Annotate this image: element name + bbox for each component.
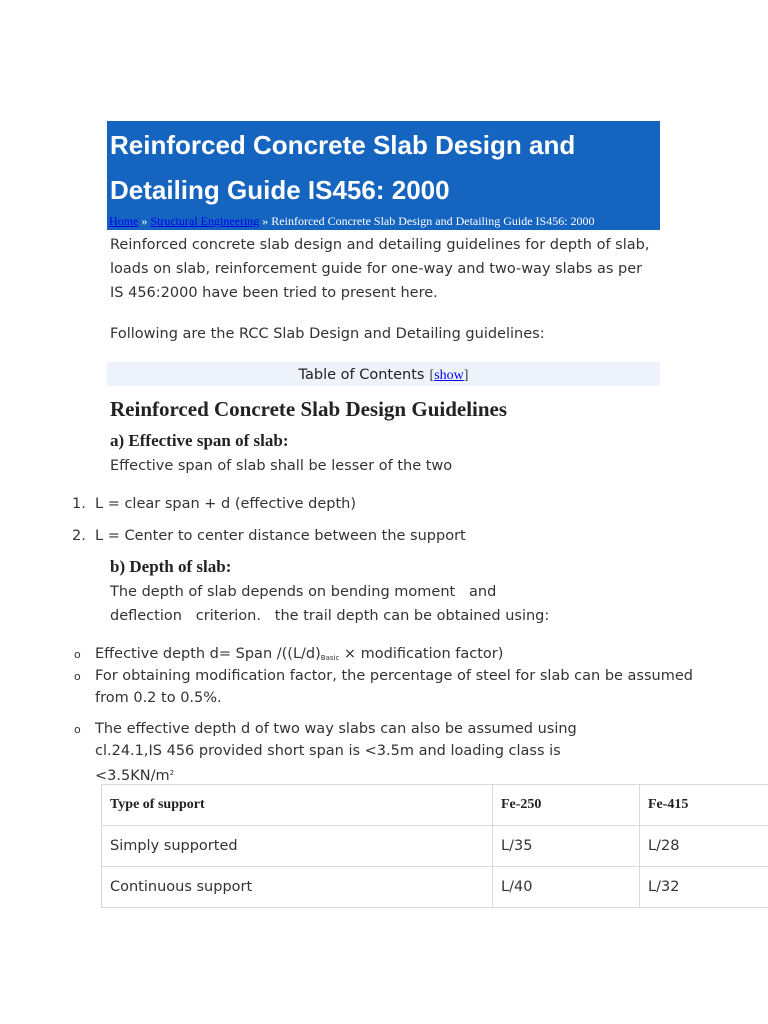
table-row bbox=[102, 867, 768, 908]
table-cell: Simply supported bbox=[102, 826, 493, 867]
intro-paragraph: Reinforced concrete slab design and detailing guidelines for depth of slab, loads on slab, reinforcement guide for one-way and two-way slabs as per IS 456:2000 have been tried to present here. bbox=[110, 237, 650, 301]
toc-toggle: [show] bbox=[429, 368, 469, 383]
breadcrumb-separator: » bbox=[259, 214, 272, 228]
breadcrumb-category-link[interactable]: Structural Engineering bbox=[150, 214, 260, 228]
list-number: 2. bbox=[72, 528, 86, 544]
depth-heading: b) Depth of slab: bbox=[110, 557, 232, 576]
list-item bbox=[74, 718, 644, 787]
table-header-cell: Fe-250 bbox=[493, 785, 640, 826]
article-header bbox=[107, 121, 660, 230]
page-title: Reinforced Concrete Slab Design and Detailing Guide IS456: 2000 bbox=[110, 130, 576, 205]
table-of-contents bbox=[107, 362, 660, 386]
bullet-marker: o bbox=[74, 723, 81, 736]
list-item bbox=[72, 524, 466, 548]
table-row bbox=[102, 826, 768, 867]
bullet-marker: o bbox=[74, 648, 81, 661]
list-item-text: For obtaining modification factor, the percentage of steel for slab can be assumed from 0.2 to 0.5%. bbox=[95, 668, 693, 706]
list-item-text: Effective depth d= Span $/((L/d)_{Basic}$ × modification factor) bbox=[95, 646, 504, 662]
table-cell: L/35 bbox=[493, 826, 640, 867]
section-heading: Reinforced Concrete Slab Design Guidelines bbox=[110, 397, 508, 421]
list-item bbox=[74, 665, 694, 709]
list-item-text: L = Center to center distance between the support bbox=[95, 528, 466, 544]
table-cell: Continuous support bbox=[102, 867, 493, 908]
table-header-row bbox=[102, 785, 768, 826]
table-cell: L/40 bbox=[493, 867, 640, 908]
bullet-marker: o bbox=[74, 670, 81, 683]
table-header-cell: Type of support bbox=[102, 785, 493, 826]
breadcrumb bbox=[109, 214, 595, 228]
breadcrumb-separator: » bbox=[138, 214, 151, 228]
toc-show-link[interactable]: show bbox=[434, 368, 464, 383]
list-number: 1. bbox=[72, 496, 86, 512]
guidelines-intro: Following are the RCC Slab Design and Detailing guidelines: bbox=[110, 326, 545, 342]
table-cell: L/32 bbox=[640, 867, 768, 908]
effective-span-heading: a) Effective span of slab: bbox=[110, 431, 289, 450]
depth-text-line: The depth of slab depends on bending moment and bbox=[110, 584, 497, 600]
breadcrumb-current: Reinforced Concrete Slab Design and Detailing Guide IS456: 2000 bbox=[271, 214, 595, 228]
table-header-cell: Fe-415 bbox=[640, 785, 768, 826]
table-cell: L/28 bbox=[640, 826, 768, 867]
support-ratio-table bbox=[101, 784, 768, 908]
list-item bbox=[72, 492, 356, 516]
toc-title: Table of Contents bbox=[298, 367, 425, 383]
list-item-text: The effective depth d of two way slabs can also be assumed using cl.24.1,IS 456 provided short span is <3.5m and loading class is $<3.5KN/m^2$ bbox=[95, 721, 577, 784]
breadcrumb-home-link[interactable]: Home bbox=[109, 214, 139, 228]
depth-text-line: deflection criterion. the trail depth can be obtained using: bbox=[110, 608, 550, 624]
effective-span-text: Effective span of slab shall be lesser of the two bbox=[110, 458, 453, 474]
list-item-text: L = clear span + d (effective depth) bbox=[95, 496, 356, 512]
